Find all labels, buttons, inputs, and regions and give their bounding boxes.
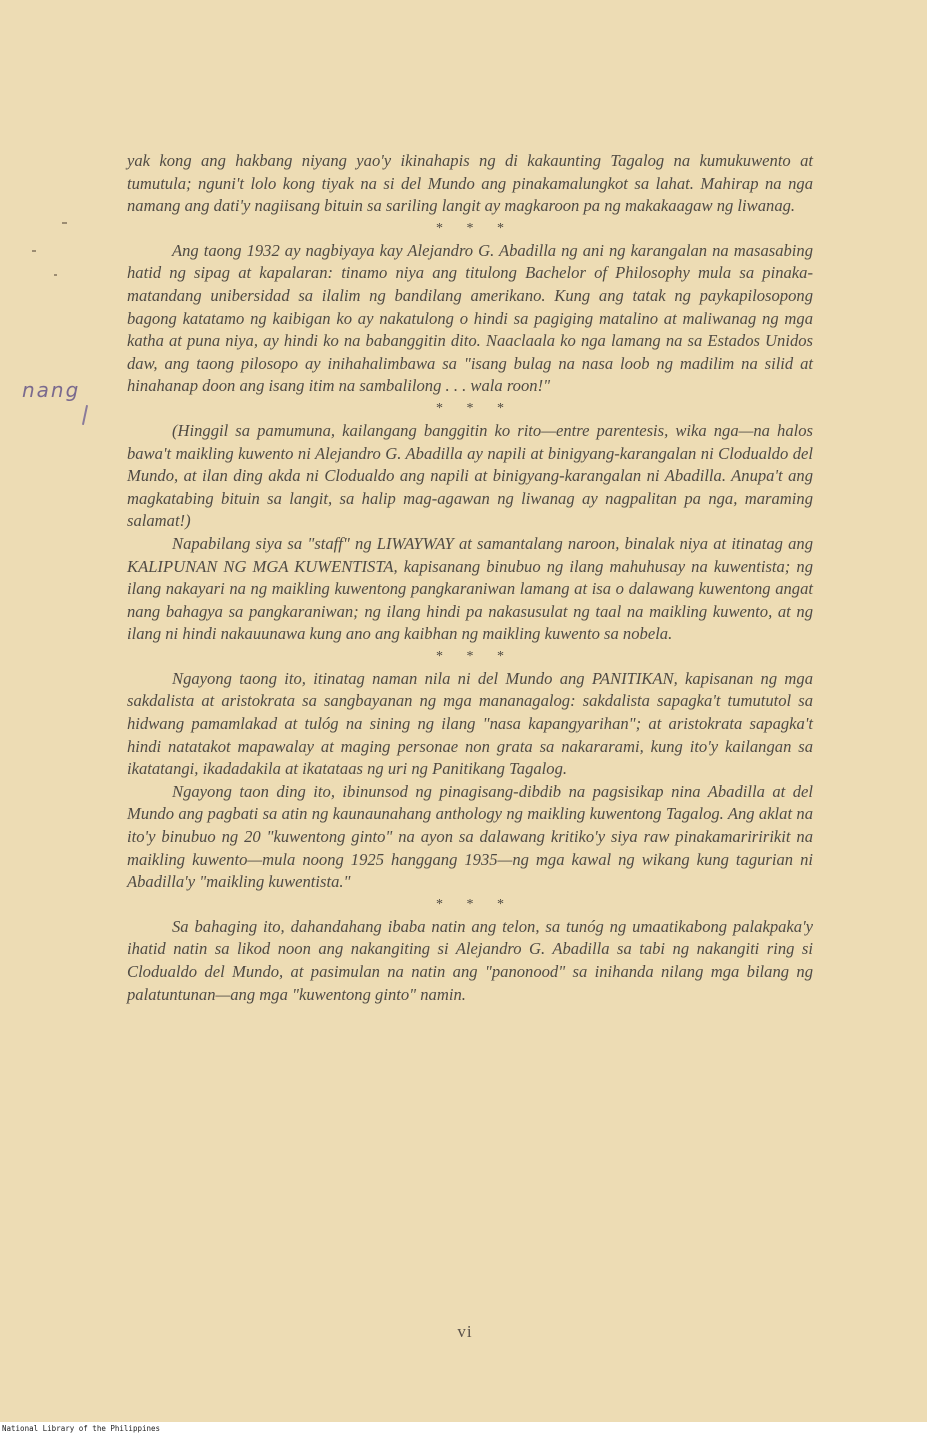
paragraph: Ngayong taong ito, itinatag naman nila ni del Mundo ang PANITIKAN, kapisanan ng mga sakdalista at aristokrata sa sangbayanan ng mga mananagalog: sakdalista sapagka't tumututol sa hidwang pamamlakad at tulóg na sining ng ilang "nasa kapangyarihan"; at aristokrata sapagka't hindi natatakot mapawalay at maging personae non grata sa nakararami, kung ito'y kailangan sa ikatatangi, ikadadakila at ikatataas ng uri ng Panitikang Tagalog. (127, 668, 813, 779)
body-text (127, 150, 813, 1006)
section-separator: * * * (436, 648, 514, 664)
paragraph: Napabilang siya sa "staff" ng LIWAYWAY at samantalang naroon, binalak niya at itinatag ang KALIPUNAN NG MGA KUWENTISTA, kapisanang binubuo ng ilang mahuhusay na kuwentista; ng ilang nakayari na ng maikling kuwentong pangkaraniwan lamang at isa o dalawang kuwentong angat nang bahagya sa pangkaraniwan; ng ilang hindi pa nakasusulat ng taal na maikling kuwento, at ng ilang ni hindi nakauunawa kung ano ang kaibhan ng maikling kuwento sa nobela. (127, 533, 813, 644)
paragraph: yak kong ang hakbang niyang yao'y ikinahapis ng di kakaunting Tagalog na kumukuwento at tumutula; nguni't lolo kong tiyak na si del Mundo ang pinakamalungkot sa lahat. Mahirap na nga namang ang dati'y nagiisang bituin sa sariling langit ay magkaroon pa ng makakaagaw ng liwanag. (127, 151, 813, 216)
page-number: vi (457, 1322, 473, 1341)
section-separator: * * * (436, 896, 514, 912)
paragraph: (Hinggil sa pamumuna, kailangang banggitin ko rito—entre parentesis, wika nga—na halos bawa't maikling kuwento ni Alejandro G. Abadilla ay napili at binigyang-karangalan ni Clodualdo del Mundo, at ilan ding akda ni Clodualdo ang napili at binigyang-karangalan ni Abadilla. Anupa't ang magkatabing bituin sa langit, sa halip mag-agawan ng liwanag ay nagpalitan pa nga, maraming salamat!) (127, 420, 813, 531)
paragraph: Sa bahaging ito, dahandahang ibaba natin ang telon, sa tunóg ng umaatikabong palakpaka'y ihatid natin sa likod noon ang nakangiting si Alejandro G. Abadilla sa tabi ng nakangiti ring si Clodualdo del Mundo, at pasimulan na natin ang "panonood" sa inihanda nilang mga bilang ng palatuntunan—ang mga "kuwentong ginto" namin. (127, 916, 813, 1004)
footer-credit: National Library of the Philippines (2, 1424, 161, 1433)
section-separator: * * * (436, 400, 514, 416)
paragraph: Ang taong 1932 ay nagbiyaya kay Alejandro G. Abadilla ng ani ng karangalan na masasabing hatid ng sipag at kapalaran: tinamo niya ang titulong Bachelor of Philosophy mula sa pinaka-matandang unibersidad sa ilalim ng bandilang amerikano. Kung ang tatak ng paykapilosopong bagong katatamo ng kaibigan ko ay nakatulong o hindi sa pagiging matalino at maliwanag ng mga katha at puna niya, ay hindi ko na babanggitin dito. Naaclaala ko nga lamang na sa Estados Unidos daw, ang taong pilosopo ay inihahalimbawa sa "isang bulag na nasa loob ng madilim na silid at hinahanap doon ang isang itim na sambalilong . . . wala roon!" (127, 240, 813, 396)
pencil-mark (82, 405, 88, 425)
handwritten-margin-note: nang (22, 378, 81, 402)
paragraph: Ngayong taon ding ito, ibinunsod ng pinagisang-dibdib na pagsisikap nina Abadilla at del Mundo ang pagbati sa atin ng kaunaunahang anthology ng maikling kuwentong Tagalog. Ang aklat na ito'y binubuo ng 20 "kuwentong ginto" na ayon sa dalawang kritiko'y siya raw pinakamariririkit na maikling kuwento—mula noong 1925 hanggang 1935—ng mga kawal ng wikang kung tagurian ni Abadilla'y "maikling kuwentista." (127, 781, 813, 892)
section-separator: * * * (436, 220, 514, 236)
